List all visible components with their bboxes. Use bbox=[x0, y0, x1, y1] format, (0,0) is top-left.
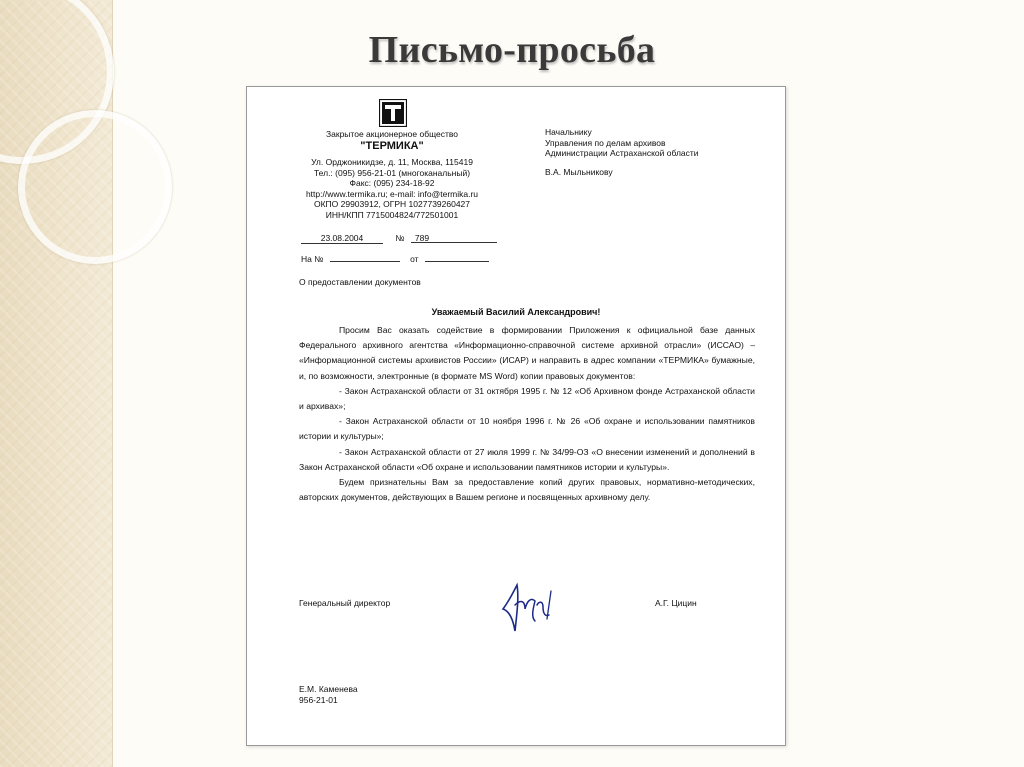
org-web-email: http://www.termika.ru; e-mail: info@termika.ru bbox=[305, 188, 479, 199]
org-fax: Факс: (095) 234-18-92 bbox=[349, 178, 435, 188]
signer-name: А.Г. Цицин bbox=[655, 598, 697, 608]
addressee-block bbox=[545, 127, 775, 177]
executor-block bbox=[299, 684, 358, 706]
org-phone: Тел.: (095) 956-21-01 (многоканальный) bbox=[313, 167, 471, 178]
addressee-line: Управления по делам архивов bbox=[545, 137, 666, 148]
ref-number-blank bbox=[330, 251, 400, 262]
body-list-item: - Закон Астраханской области от 10 ноября 1996 г. № 26 «Об охране и использовании памятников истории и культуры»; bbox=[299, 416, 755, 442]
slide-title: Письмо-просьба bbox=[368, 29, 656, 71]
decorative-ring-bottom bbox=[18, 110, 172, 264]
ref-date-blank bbox=[425, 251, 489, 262]
salutation: Уважаемый Василий Александрович! bbox=[431, 307, 601, 317]
body-list-item: - Закон Астраханской области от 27 июля 1999 г. № 34/99-ОЗ «О внесении изменений и дополнений в Закон Астраханской области «Об охране и использовании памятников истории и культуры». bbox=[299, 446, 755, 472]
org-address: Ул. Орджоникидзе, д. 11, Москва, 115419 bbox=[311, 157, 473, 167]
executor-name: Е.М. Каменева bbox=[299, 684, 358, 694]
handwritten-signature-icon bbox=[495, 571, 565, 641]
ref-from-label: от bbox=[410, 254, 419, 264]
org-inn-kpp: ИНН/КПП 7715004824/772501001 bbox=[325, 209, 459, 220]
body-list-item: - Закон Астраханской области от 31 октября 1995 г. № 12 «Об Архивном фонде Астраханской области и архивах»; bbox=[299, 385, 755, 412]
reg-no-label: № bbox=[395, 233, 405, 243]
registration-line bbox=[301, 233, 497, 244]
body-paragraph: Будем признательны Вам за предоставление копий других правовых, нормативно-методических, авторских документов, действующих в Вашем регионе и посвященных архивному делу. bbox=[299, 477, 755, 503]
company-logo-icon bbox=[379, 99, 407, 127]
letter-subject: О предоставлении документов bbox=[299, 277, 421, 287]
org-type: Закрытое акционерное общество bbox=[326, 129, 458, 139]
reg-date: 23.08.2004 bbox=[301, 233, 383, 244]
addressee-name: В.А. Мыльникову bbox=[545, 166, 613, 177]
letter-sheet bbox=[246, 86, 786, 746]
ref-label: На № bbox=[301, 254, 324, 264]
signer-title: Генеральный директор bbox=[299, 598, 391, 608]
reg-number: 789 bbox=[411, 233, 497, 243]
org-okpo-ogrn: ОКПО 29903912, ОГРН 1027739260427 bbox=[313, 199, 471, 209]
org-name: "ТЕРМИКА" bbox=[360, 139, 424, 152]
body-paragraph: Просим Вас оказать содействие в формировании Приложения к официальной базе данных Федерального архивного агентства «Информационно-справочной системе архивной отрасли» (ИССАО) – «Информационной системы архивистов России» (ИСАР) и направить в адрес компании «ТЕРМИКА» бумажные, и, по возможности, электронные (в формате MS Word) копии правовых документов: bbox=[299, 325, 755, 381]
letterhead bbox=[287, 129, 497, 220]
reference-line bbox=[301, 251, 489, 264]
addressee-line: Администрации Астраханской области bbox=[545, 148, 699, 158]
executor-phone: 956-21-01 bbox=[299, 695, 338, 705]
letter-body bbox=[299, 323, 755, 505]
addressee-line: Начальнику bbox=[545, 127, 592, 137]
